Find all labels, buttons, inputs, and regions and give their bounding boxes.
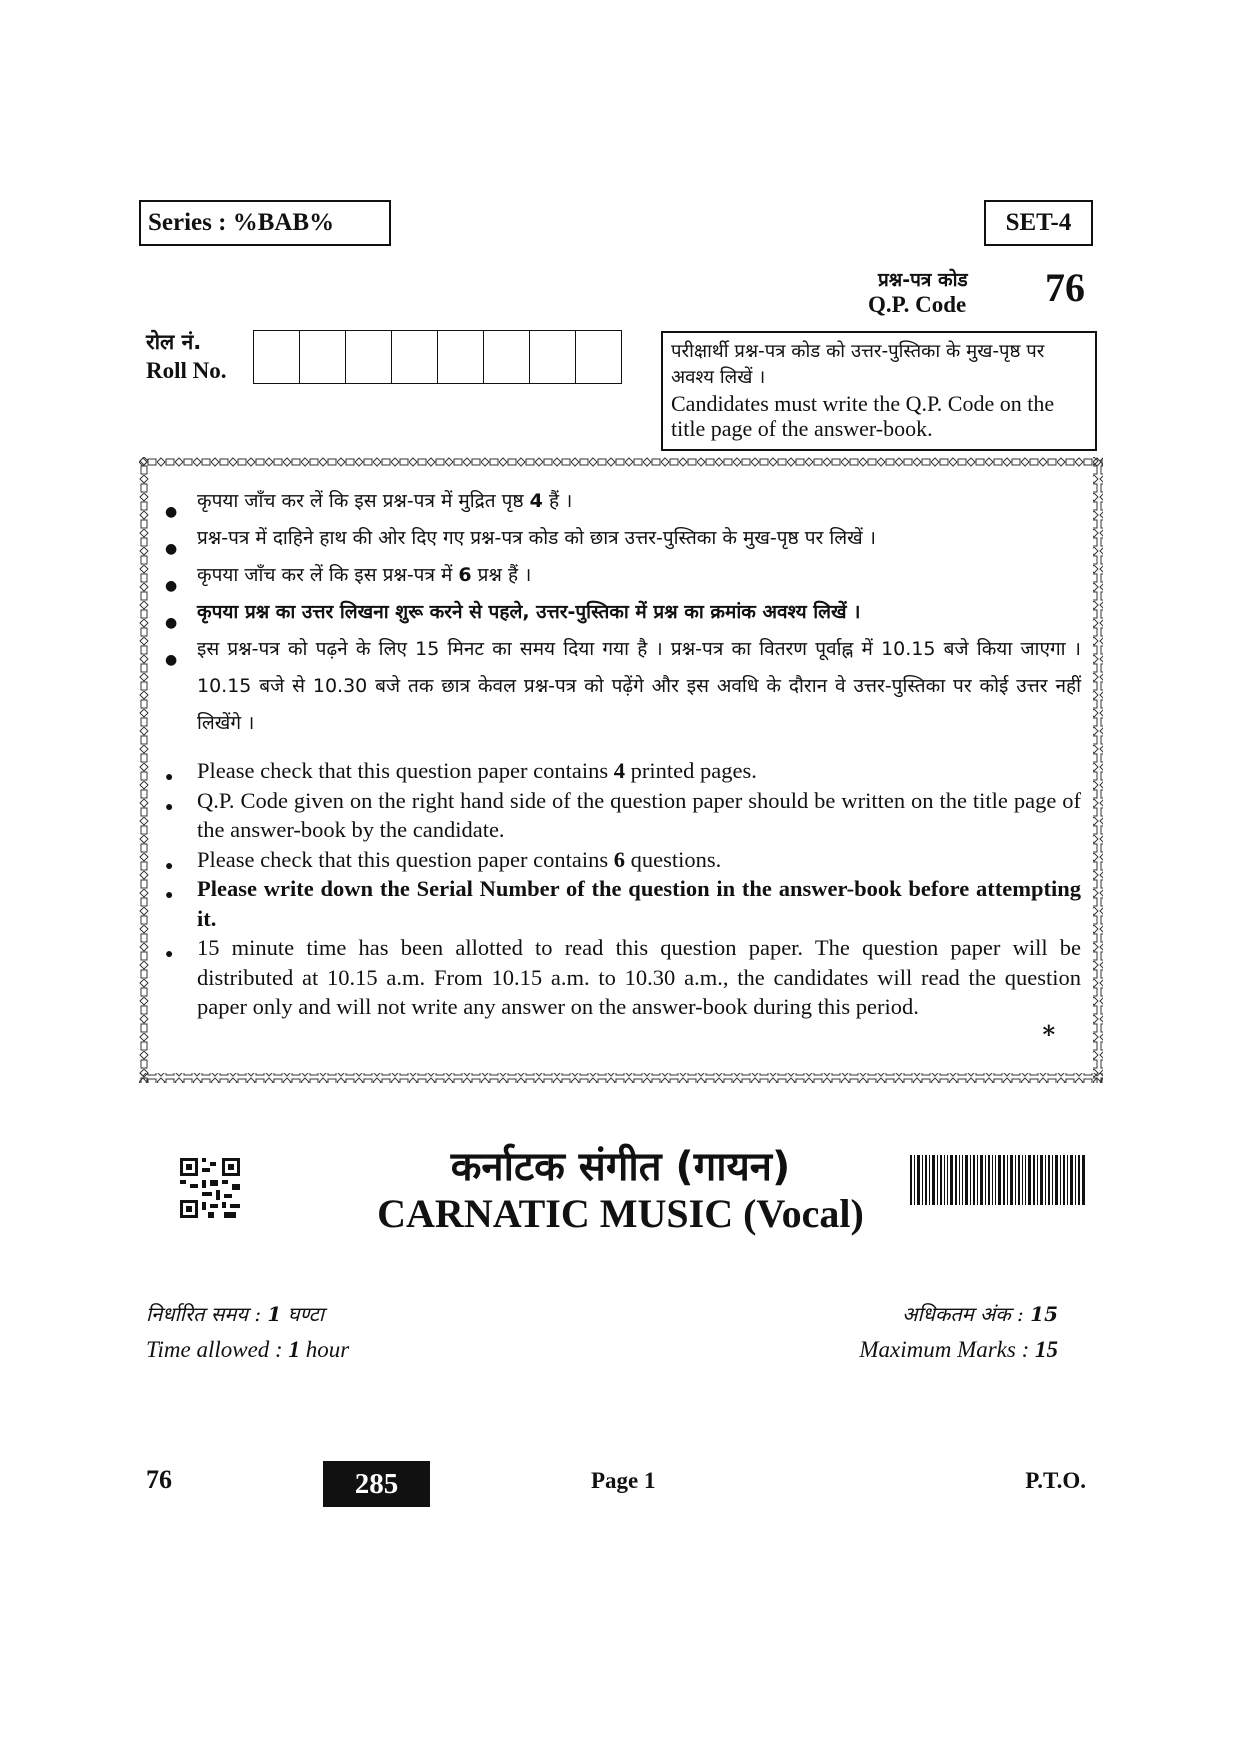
roll-cell[interactable]	[254, 331, 300, 383]
max-marks-hindi: अधिकतम अंक : 15	[902, 1302, 1058, 1326]
set-label: SET-4	[984, 200, 1093, 246]
subject-title: CARNATIC MUSIC (Vocal)	[377, 1191, 864, 1236]
time-allowed: Time allowed : 1 hour	[146, 1337, 350, 1362]
instruction-en-2: ● Q.P. Code given on the right hand side of the question paper should be written on the title page of the answer-book by the candidate.	[161, 786, 1081, 845]
instructions-box	[139, 457, 1103, 1083]
page-number: Page 1	[591, 1468, 656, 1493]
asterisk-mark: *	[1042, 1020, 1055, 1049]
candidate-note-english: Candidates must write the Q.P. Code on the title page of the answer-book.	[671, 391, 1055, 441]
series-label: Series : %BAB%	[139, 200, 391, 246]
instruction-hindi-2: ● प्रश्न-पत्र में दाहिने हाथ की ओर दिए गए प्रश्न-पत्र कोड को छात्र उत्तर-पुस्तिका के मुख-पृष्ठ पर लिखें ।	[161, 520, 1081, 557]
instruction-en-1: ● Please check that this question paper contains 4 printed pages.	[161, 756, 1081, 786]
roll-number-grid[interactable]	[253, 330, 622, 384]
roll-cell[interactable]	[484, 331, 530, 383]
time-allowed-hindi: निर्धारित समय : 1 घण्टा	[146, 1302, 325, 1326]
instruction-hindi-3: ● कृपया जाँच कर लें कि इस प्रश्न-पत्र में 6 प्रश्न हैं ।	[161, 557, 1081, 594]
instruction-en-4: ● Please write down the Serial Number of the question in the answer-book before attempting it.	[161, 874, 1081, 933]
instruction-hindi-4: ● कृपया प्रश्न का उत्तर लिखना शुरू करने से पहले, उत्तर-पुस्तिका में प्रश्न का क्रमांक अवश्य लिखें ।	[161, 594, 1081, 631]
instruction-en-5: ● 15 minute time has been allotted to read this question paper. The question paper will be distributed at 10.15 a.m. From 10.15 a.m. to 10.30 a.m., the candidates will read the question paper only and will not write any answer on the answer-book during this period.	[161, 933, 1081, 1022]
roll-cell[interactable]	[392, 331, 438, 383]
instructions-list	[161, 483, 1081, 1022]
footer-code: 76	[146, 1465, 172, 1494]
roll-cell[interactable]	[438, 331, 484, 383]
instruction-en-3: ● Please check that this question paper contains 6 questions.	[161, 845, 1081, 875]
subject-title-hindi: कर्नाटक संगीत (गायन)	[450, 1144, 791, 1190]
candidate-note-box	[661, 331, 1097, 451]
footer-box-number: 285	[323, 1461, 430, 1507]
max-marks: Maximum Marks : 15	[859, 1337, 1058, 1362]
roll-label: Roll No.	[146, 358, 227, 383]
roll-cell[interactable]	[300, 331, 346, 383]
qp-code-number: 76	[1045, 265, 1085, 310]
pto-label: P.T.O.	[1025, 1468, 1086, 1493]
roll-label-hindi: रोल नं.	[146, 330, 202, 354]
qp-code-hindi-label: प्रश्न-पत्र कोड	[878, 269, 968, 291]
instruction-hindi-1: ● कृपया जाँच कर लें कि इस प्रश्न-पत्र में मुद्रित पृष्ठ 4 हैं ।	[161, 483, 1081, 520]
instruction-hindi-5: ● इस प्रश्न-पत्र को पढ़ने के लिए 15 मिनट का समय दिया गया है । प्रश्न-पत्र का वितरण पूर्वाह्न में 10.15 बजे किया जाएगा । 10.15 बजे से 10.30 बजे तक छात्र केवल प्रश्न-पत्र को पढ़ेंगे और इस अवधि के दौरान वे उत्तर-पुस्तिका पर कोई उत्तर नहीं लिखेंगे ।	[161, 631, 1081, 742]
roll-cell[interactable]	[576, 331, 621, 383]
barcode-icon	[910, 1155, 1086, 1205]
candidate-note-hindi: परीक्षार्थी प्रश्न-पत्र कोड को उत्तर-पुस्तिका के मुख-पृष्ठ पर अवश्य लिखें ।	[671, 341, 1045, 388]
qp-code-label: Q.P. Code	[868, 292, 967, 317]
roll-cell[interactable]	[346, 331, 392, 383]
roll-cell[interactable]	[530, 331, 576, 383]
